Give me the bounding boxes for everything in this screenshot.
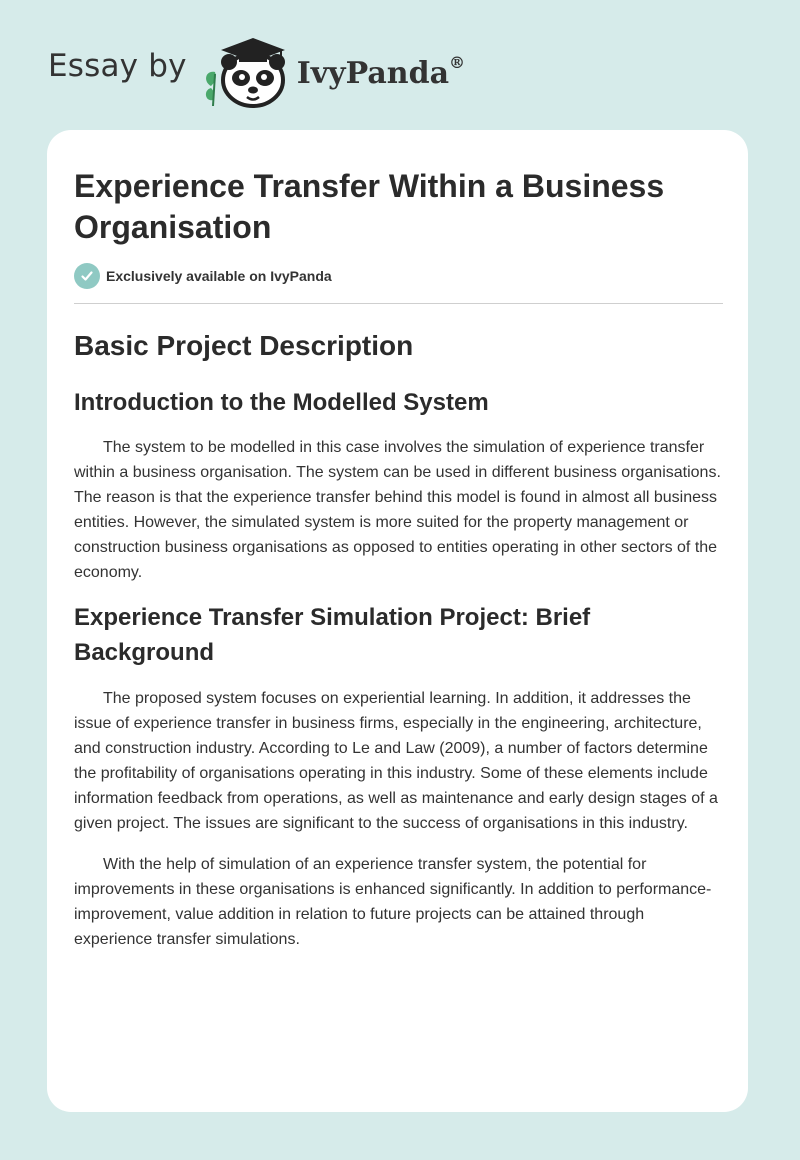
exclusive-badge	[74, 263, 332, 289]
subsection-heading-intro: Introduction to the Modelled System	[74, 389, 489, 416]
section-heading: Basic Project Description	[74, 330, 414, 361]
article-title: Experience Transfer Within a Business Organisation	[74, 168, 665, 245]
site-header	[48, 30, 465, 110]
badge-label: Exclusively available on IvyPanda	[106, 268, 332, 284]
article-card	[47, 130, 748, 1112]
trademark-symbol: ®	[449, 52, 466, 72]
article-body	[74, 322, 724, 952]
brand-name[interactable]: IvyPanda®	[296, 52, 466, 91]
paragraph: The proposed system focuses on experiential learning. In addition, it addresses the issue of experience transfer in business firms, especially in the engineering, architecture, and construction industry. According to Le and Law (2009), a number of factors determine the profitability of organisations operating in this industry. Some of these elements include information feedback from operations, as well as maintenance and early design stages of a given project. The issues are significant to the success of organisations in this industry.	[74, 690, 718, 832]
essay-by-label: Essay by	[48, 48, 187, 84]
panda-logo-icon[interactable]	[201, 30, 297, 110]
divider	[74, 303, 723, 304]
paragraph: With the help of simulation of an experience transfer system, the potential for improvements in these organisations is enhanced significantly. In addition to performance-improvement, value addition in relation to future projects can be attained through experience transfer simulations.	[74, 856, 712, 948]
paragraph: The system to be modelled in this case involves the simulation of experience transfer within a business organisation. The system can be used in different business organisations. The reason is that the experience transfer behind this model is found in almost all business entities. However, the simulated system is more suited for the property management or construction business organisations as opposed to entities operating in other sectors of the economy.	[74, 439, 721, 581]
check-icon	[74, 263, 100, 289]
subsection-heading-background: Experience Transfer Simulation Project: Brief Background	[74, 604, 591, 666]
